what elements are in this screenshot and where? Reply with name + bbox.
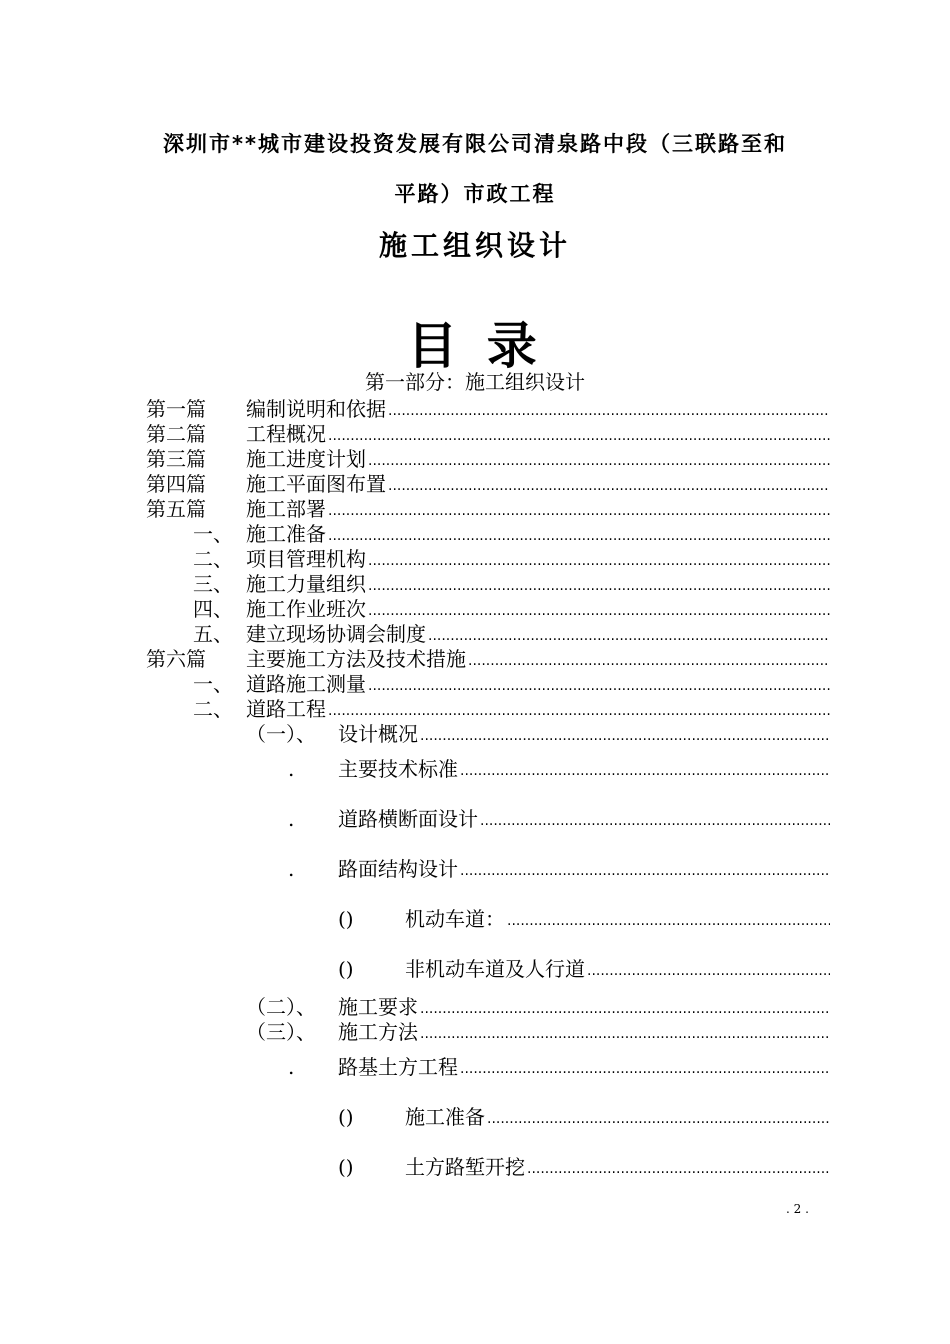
toc-entry[interactable] [0,471,950,497]
toc-entry-title: 主要技术标准 [338,757,458,781]
toc-entry[interactable] [0,856,950,882]
toc-entry[interactable] [0,521,950,547]
toc-dot-leader [460,1054,830,1084]
toc-entry-title: 施工力量组织 [246,572,366,596]
toc-entry-title: 施工方法 [338,1020,418,1044]
project-title-line1: 深圳市**城市建设投资发展有限公司清泉路中段（三联路至和 [163,132,787,156]
toc-entry-title: 施工进度计划 [246,447,366,471]
toc-entry[interactable] [0,546,950,572]
toc-entry-title: 工程概况 [246,422,326,446]
toc-entry[interactable] [0,956,950,982]
toc-entry[interactable] [0,721,950,747]
toc-entry-title: 路基土方工程 [338,1055,458,1079]
toc-entry-title: 施工准备 [405,1105,485,1129]
toc-entry-number: 一、 [193,522,233,546]
toc-entry-number: () [338,1155,354,1179]
toc-entry-number: . [288,757,295,781]
toc-entry-title: 路面结构设计 [338,857,458,881]
document-type-title: 施工组织设计 [378,229,571,262]
toc-dot-leader [527,1154,830,1184]
toc-entry[interactable] [0,806,950,832]
toc-entry-number: () [338,907,354,931]
toc-entry-title: 建立现场协调会制度 [246,622,426,646]
toc-entry-title: 土方路堑开挖 [405,1155,525,1179]
toc-entry-title: 道路横断面设计 [338,807,478,831]
toc-entry[interactable] [0,1104,950,1130]
toc-dot-leader [460,856,830,886]
toc-entry[interactable] [0,1054,950,1080]
toc-entry[interactable] [0,596,950,622]
toc-entry-title: 设计概况 [338,722,418,746]
toc-dot-leader [507,906,830,936]
toc-entry-title: 道路施工测量 [246,672,366,696]
page-number: . 2 . [786,1202,809,1216]
toc-entry[interactable] [0,696,950,722]
toc-entry-title: 编制说明和依据 [246,397,386,421]
toc-entry-number: () [338,957,354,981]
toc-entry-title: 主要施工方法及技术措施 [246,647,466,671]
toc-entry-number: () [338,1105,354,1129]
toc-entry-number: 三、 [193,572,233,596]
toc-entry-title: 施工平面图布置 [246,472,386,496]
toc-entry[interactable] [0,906,950,932]
part-title: 第一部分：施工组织设计 [365,370,585,394]
toc-entry[interactable] [0,446,950,472]
toc-dot-leader [487,1104,830,1134]
toc-entry[interactable] [0,571,950,597]
toc-entry-number: 第一篇 [146,397,206,421]
toc-entry-number: 二、 [193,547,233,571]
toc-entry[interactable] [0,396,950,422]
toc-entry-title: 道路工程 [246,697,326,721]
toc-entry-number: 五、 [193,622,233,646]
toc-heading: 目 录 [407,317,543,375]
toc-dot-leader [420,721,830,751]
toc-entry[interactable] [0,756,950,782]
toc-entry-number: . [288,1055,295,1079]
toc-entry[interactable] [0,621,950,647]
toc-entry-number: . [288,857,295,881]
toc-entry-title: 施工要求 [338,995,418,1019]
toc-entry-number: 第二篇 [146,422,206,446]
toc-entry[interactable] [0,994,950,1020]
toc-entry-title: 非机动车道及人行道 [405,957,585,981]
toc-entry[interactable] [0,1019,950,1045]
toc-entry[interactable] [0,671,950,697]
toc-dot-leader [480,806,830,836]
toc-entry[interactable] [0,1154,950,1180]
toc-entry-title: 机动车道： [405,907,505,931]
toc-entry-number: 二、 [193,697,233,721]
toc-entry-title: 施工准备 [246,522,326,546]
toc-entry-title: 项目管理机构 [246,547,366,571]
toc-entry[interactable] [0,646,950,672]
toc-entry-number: （二）、 [246,995,316,1019]
toc-entry-number: 第三篇 [146,447,206,471]
toc-entry-number: 第四篇 [146,472,206,496]
toc-entry-number: . [288,807,295,831]
toc-entry-number: （三）、 [246,1020,316,1044]
toc-entry-number: 第六篇 [146,647,206,671]
toc-dot-leader [420,1019,830,1049]
toc-entry-title: 施工部署 [246,497,326,521]
toc-entry-title: 施工作业班次 [246,597,366,621]
toc-dot-leader [587,956,830,986]
toc-entry[interactable] [0,496,950,522]
toc-entry[interactable] [0,421,950,447]
toc-entry-number: 第五篇 [146,497,206,521]
toc-entry-number: 一、 [193,672,233,696]
toc-entry-number: 四、 [193,597,233,621]
toc-dot-leader [460,756,830,786]
project-title-line2: 平路）市政工程 [394,182,556,206]
toc-entry-number: （一）、 [246,722,316,746]
